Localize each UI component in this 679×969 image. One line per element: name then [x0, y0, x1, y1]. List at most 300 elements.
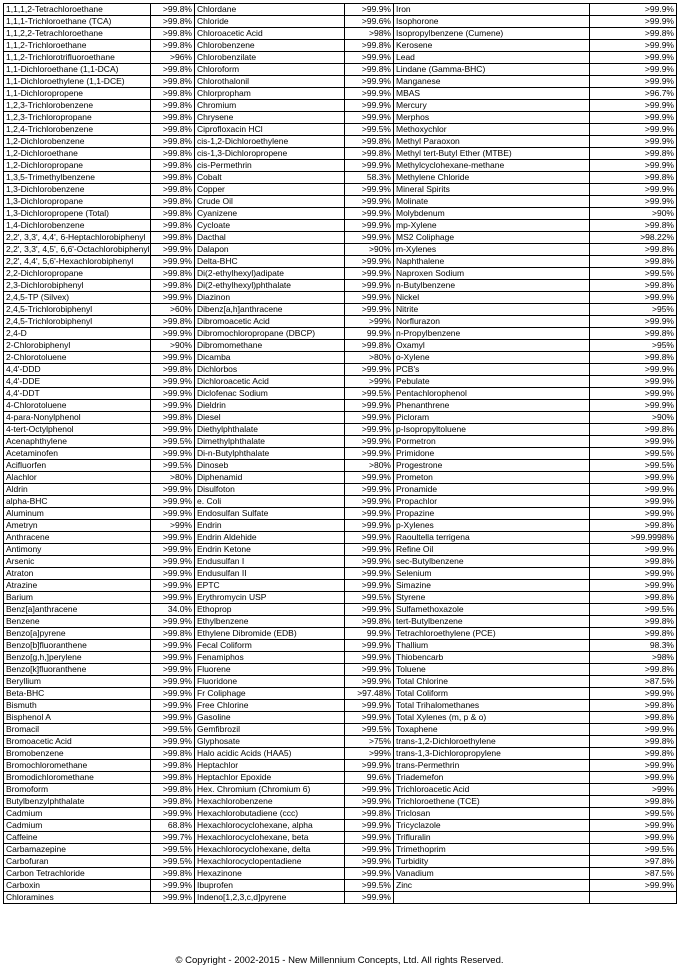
- reduction-value: >99.5%: [151, 460, 195, 472]
- contaminant-name: Acetaminofen: [4, 448, 151, 460]
- reduction-value: >99.9%: [590, 376, 677, 388]
- reduction-value: >99.8%: [590, 592, 677, 604]
- reduction-value: >99.9998%: [590, 532, 677, 544]
- reduction-value: >99.9%: [345, 484, 394, 496]
- reduction-value: >99.9%: [345, 496, 394, 508]
- reduction-value: >99.9%: [345, 268, 394, 280]
- table-row: [4, 556, 677, 568]
- reduction-value: >99.9%: [590, 580, 677, 592]
- reduction-value: >99.8%: [590, 172, 677, 184]
- contaminant-name: 2,4,5-Trichlorobiphenyl: [4, 316, 151, 328]
- reduction-value: 99.9%: [345, 628, 394, 640]
- contaminant-name: Diphenamid: [195, 472, 345, 484]
- table-row: [4, 232, 677, 244]
- reduction-value: >99.9%: [590, 496, 677, 508]
- contaminant-name: Cyanizene: [195, 208, 345, 220]
- contaminant-name: Propazine: [394, 508, 590, 520]
- reduction-value: >99.8%: [151, 772, 195, 784]
- reduction-value: >99.8%: [151, 796, 195, 808]
- contaminant-name: Anthracene: [4, 532, 151, 544]
- contaminant-name: Primidone: [394, 448, 590, 460]
- contaminant-name: o-Xylene: [394, 352, 590, 364]
- reduction-value: >99.9%: [345, 868, 394, 880]
- reduction-value: >99.8%: [345, 64, 394, 76]
- reduction-value: >99.9%: [151, 508, 195, 520]
- reduction-value: >99.8%: [590, 220, 677, 232]
- reduction-value: >99.9%: [345, 4, 394, 16]
- reduction-value: >99.7%: [151, 832, 195, 844]
- reduction-value: >99.9%: [345, 160, 394, 172]
- reduction-value: >99.9%: [151, 640, 195, 652]
- reduction-value: >99.5%: [151, 724, 195, 736]
- reduction-value: >99.8%: [151, 364, 195, 376]
- contaminant-name: Endrin Ketone: [195, 544, 345, 556]
- table-row: [4, 4, 677, 16]
- contaminant-name: 1,1-Dichloroethylene (1,1-DCE): [4, 76, 151, 88]
- contaminant-name: mp-Xylene: [394, 220, 590, 232]
- reduction-value: >99.8%: [345, 808, 394, 820]
- table-row: [4, 52, 677, 64]
- reduction-value: >99.9%: [345, 232, 394, 244]
- contaminant-name: Gasoline: [195, 712, 345, 724]
- table-row: [4, 460, 677, 472]
- reduction-value: >96.7%: [590, 88, 677, 100]
- reduction-value: >99.9%: [151, 652, 195, 664]
- reduction-value: >99.9%: [345, 304, 394, 316]
- reduction-value: >99.9%: [151, 556, 195, 568]
- contaminant-name: 1,3-Dichloropropane: [4, 196, 151, 208]
- table-row: [4, 160, 677, 172]
- contaminant-name: Hexazinone: [195, 868, 345, 880]
- contaminant-name: 1,3,5-Trimethylbenzene: [4, 172, 151, 184]
- reduction-value: >99.9%: [590, 544, 677, 556]
- contaminant-name: Progestrone: [394, 460, 590, 472]
- contaminant-name: Ethoprop: [195, 604, 345, 616]
- reduction-value: 58.3%: [345, 172, 394, 184]
- reduction-value: >99.8%: [151, 64, 195, 76]
- reduction-value: >99.8%: [151, 40, 195, 52]
- reduction-value: >99.9%: [345, 364, 394, 376]
- reduction-value: >99.9%: [151, 448, 195, 460]
- reduction-value: >99.9%: [590, 136, 677, 148]
- reduction-value: >99.9%: [590, 100, 677, 112]
- reduction-value: >99.5%: [590, 844, 677, 856]
- contaminant-name: Gemfibrozil: [195, 724, 345, 736]
- reduction-value: >99.8%: [590, 28, 677, 40]
- reduction-value: >99.9%: [345, 256, 394, 268]
- reduction-value: >99.9%: [151, 736, 195, 748]
- reduction-value: >99.8%: [151, 412, 195, 424]
- contaminant-name: Benz[a]anthracene: [4, 604, 151, 616]
- contaminant-name: Phenanthrene: [394, 400, 590, 412]
- reduction-value: >99.9%: [345, 280, 394, 292]
- reduction-value: >99.8%: [590, 280, 677, 292]
- table-row: [4, 124, 677, 136]
- contaminant-name: Fluorene: [195, 664, 345, 676]
- contaminant-name: alpha-BHC: [4, 496, 151, 508]
- contaminant-name: p-Isopropyltoluene: [394, 424, 590, 436]
- contaminant-name: Chlordane: [195, 4, 345, 16]
- contaminant-name: 1,2,3-Trichloropropane: [4, 112, 151, 124]
- table-row: [4, 784, 677, 796]
- reduction-value: >99.9%: [590, 364, 677, 376]
- table-row: [4, 544, 677, 556]
- contaminant-name: Atraton: [4, 568, 151, 580]
- contaminant-name: Nickel: [394, 292, 590, 304]
- reduction-value: >99.9%: [590, 568, 677, 580]
- reduction-value: >99.9%: [345, 832, 394, 844]
- table-row: [4, 136, 677, 148]
- table-row: [4, 244, 677, 256]
- table-row: [4, 772, 677, 784]
- reduction-value: >99.9%: [345, 892, 394, 904]
- reduction-value: >99.9%: [151, 880, 195, 892]
- copyright-footer: © Copyright - 2002-2015 - New Millennium Concepts, Ltd. All rights Reserved.: [175, 955, 504, 966]
- contaminant-name: Isophorone: [394, 16, 590, 28]
- table-row: [4, 640, 677, 652]
- contaminant-name: Fr Coliphage: [195, 688, 345, 700]
- contaminant-name: Diesel: [195, 412, 345, 424]
- reduction-value: >99.8%: [151, 628, 195, 640]
- reduction-value: >99.9%: [151, 676, 195, 688]
- contaminant-name: 4-para-Nonylphenol: [4, 412, 151, 424]
- reduction-value: 99.9%: [345, 328, 394, 340]
- contaminant-name: Methylene Chloride: [394, 172, 590, 184]
- reduction-value: >99.9%: [345, 712, 394, 724]
- contaminant-name: 2,4,5-Trichlorobiphenyl: [4, 304, 151, 316]
- contaminant-name: Chlorobenzene: [195, 40, 345, 52]
- contaminant-name: Triademefon: [394, 772, 590, 784]
- reduction-value: >99.9%: [151, 688, 195, 700]
- contaminant-name: 1,3-Dichlorobenzene: [4, 184, 151, 196]
- contaminant-name: Endrin Aldehide: [195, 532, 345, 544]
- reduction-value: >99.9%: [590, 40, 677, 52]
- contaminant-name: PCB's: [394, 364, 590, 376]
- contaminant-name: n-Butylbenzene: [394, 280, 590, 292]
- reduction-value: >99.9%: [345, 100, 394, 112]
- table-row: [4, 436, 677, 448]
- contaminant-name: Acenaphthylene: [4, 436, 151, 448]
- contaminant-name: Manganese: [394, 76, 590, 88]
- contaminant-name: Cobalt: [195, 172, 345, 184]
- contaminant-name: Hexachlorocyclopentadiene: [195, 856, 345, 868]
- reduction-value: >99.9%: [345, 424, 394, 436]
- reduction-value: >99.8%: [151, 868, 195, 880]
- reduction-value: >99.9%: [151, 712, 195, 724]
- contaminant-name: trans-1,3-Dichloropropylene: [394, 748, 590, 760]
- contaminant-name: Chromium: [195, 100, 345, 112]
- reduction-value: >99.9%: [590, 64, 677, 76]
- reduction-value: >99.8%: [590, 148, 677, 160]
- reduction-value: >99.8%: [151, 124, 195, 136]
- reduction-value: >99.9%: [345, 532, 394, 544]
- reduction-value: >95%: [590, 304, 677, 316]
- reduction-value: >99.9%: [345, 472, 394, 484]
- table-row: [4, 40, 677, 52]
- reduction-value: >99.6%: [345, 16, 394, 28]
- contaminant-name: Hexachlorocyclohexane, alpha: [195, 820, 345, 832]
- reduction-value: >99.8%: [345, 148, 394, 160]
- contaminant-name: Nitrite: [394, 304, 590, 316]
- reduction-value: >99.8%: [151, 760, 195, 772]
- reduction-value: >99.9%: [345, 568, 394, 580]
- reduction-value: >99.9%: [590, 124, 677, 136]
- contaminant-name: 1,3-Dichloropropene (Total): [4, 208, 151, 220]
- contaminant-name: Molybdenum: [394, 208, 590, 220]
- reduction-value: >99.9%: [590, 772, 677, 784]
- table-row: [4, 268, 677, 280]
- reduction-value: >99%: [590, 784, 677, 796]
- reduction-value: >99.8%: [151, 784, 195, 796]
- table-row: [4, 808, 677, 820]
- contaminant-name: tert-Butylbenzene: [394, 616, 590, 628]
- reduction-value: >99.9%: [590, 688, 677, 700]
- contaminant-name: Styrene: [394, 592, 590, 604]
- contaminant-name: Bromobenzene: [4, 748, 151, 760]
- contaminant-name: Hexachlorocyclohexane, beta: [195, 832, 345, 844]
- reduction-value: >99.8%: [151, 172, 195, 184]
- contaminant-name: cis-1,2-Dichloroethylene: [195, 136, 345, 148]
- reduction-value: >99.8%: [151, 748, 195, 760]
- reduction-value: 34.0%: [151, 604, 195, 616]
- table-row: [4, 496, 677, 508]
- contaminant-name: Chloroform: [195, 64, 345, 76]
- contaminant-name: Chlorothalonil: [195, 76, 345, 88]
- reduction-value: >99%: [345, 316, 394, 328]
- table-row: [4, 604, 677, 616]
- reduction-value: >98%: [345, 28, 394, 40]
- contaminant-name: 2,4,5-TP (Silvex): [4, 292, 151, 304]
- reduction-value: >99.8%: [590, 712, 677, 724]
- contaminant-name: Vanadium: [394, 868, 590, 880]
- reduction-value: >99.8%: [590, 700, 677, 712]
- reduction-value: >99.9%: [345, 208, 394, 220]
- reduction-value: >99.5%: [345, 880, 394, 892]
- contaminant-name: Fecal Coliform: [195, 640, 345, 652]
- contaminant-name: Tricyclazole: [394, 820, 590, 832]
- table-row: [4, 328, 677, 340]
- contaminant-name: 1,4-Dichlorobenzene: [4, 220, 151, 232]
- table-row: [4, 628, 677, 640]
- contaminant-name: Iron: [394, 4, 590, 16]
- contaminant-name: Chloride: [195, 16, 345, 28]
- contaminant-name: Alachlor: [4, 472, 151, 484]
- reduction-value: [590, 892, 677, 904]
- contaminant-name: Bromodichloromethane: [4, 772, 151, 784]
- table-row: [4, 76, 677, 88]
- contaminant-name: Trifluralin: [394, 832, 590, 844]
- contaminant-name: Heptachlor Epoxide: [195, 772, 345, 784]
- table-row: [4, 688, 677, 700]
- reduction-value: >90%: [590, 412, 677, 424]
- contaminant-name: Heptachlor: [195, 760, 345, 772]
- reduction-value: >99.9%: [345, 52, 394, 64]
- table-row: [4, 280, 677, 292]
- contaminant-name: 2,2', 3,3', 4,5', 6,6'-Octachlorobiphenyl: [4, 244, 151, 256]
- reduction-value: >99.9%: [590, 436, 677, 448]
- reduction-value: >99.8%: [151, 208, 195, 220]
- contaminant-name: Ciprofloxacin HCl: [195, 124, 345, 136]
- contaminant-name: Toxaphene: [394, 724, 590, 736]
- contaminant-name: Thallium: [394, 640, 590, 652]
- contaminant-name: Hexachlorobenzene: [195, 796, 345, 808]
- contaminant-name: Cycloate: [195, 220, 345, 232]
- contaminant-name: Cadmium: [4, 820, 151, 832]
- reduction-value: >99.8%: [151, 280, 195, 292]
- reduction-value: 98.3%: [590, 640, 677, 652]
- table-row: [4, 712, 677, 724]
- reduction-value: >99.5%: [345, 124, 394, 136]
- contaminant-name: Pebulate: [394, 376, 590, 388]
- contaminant-name: Indeno[1,2,3,c,d]pyrene: [195, 892, 345, 904]
- reduction-value: >99.9%: [345, 664, 394, 676]
- contaminant-table-body: [4, 4, 677, 904]
- contaminant-name: Lead: [394, 52, 590, 64]
- reduction-value: >99.9%: [151, 292, 195, 304]
- contaminant-name: Mercury: [394, 100, 590, 112]
- table-row: [4, 856, 677, 868]
- contaminant-name: MBAS: [394, 88, 590, 100]
- reduction-value: >99.9%: [590, 4, 677, 16]
- contaminant-name: Erythromycin USP: [195, 592, 345, 604]
- contaminant-name: 2,2', 4,4', 5,6'-Hexachlorobiphenyl: [4, 256, 151, 268]
- contaminant-name: Free Chlorine: [195, 700, 345, 712]
- contaminant-name: Prometon: [394, 472, 590, 484]
- reduction-value: >99.9%: [151, 892, 195, 904]
- reduction-value: >99.5%: [345, 592, 394, 604]
- reduction-value: >99.9%: [151, 400, 195, 412]
- table-row: [4, 532, 677, 544]
- contaminant-name: Molinate: [394, 196, 590, 208]
- contaminant-name: Chrysene: [195, 112, 345, 124]
- contaminant-name: m-Xylenes: [394, 244, 590, 256]
- contaminant-name: Isopropylbenzene (Cumene): [394, 28, 590, 40]
- reduction-value: >80%: [345, 460, 394, 472]
- contaminant-name: Carboxin: [4, 880, 151, 892]
- reduction-value: >87.5%: [590, 868, 677, 880]
- contaminant-name: Hex. Chromium (Chromium 6): [195, 784, 345, 796]
- contaminant-name: Carbamazepine: [4, 844, 151, 856]
- contaminant-name: Benzene: [4, 616, 151, 628]
- contaminant-name: Diclofenac Sodium: [195, 388, 345, 400]
- table-row: [4, 28, 677, 40]
- contaminant-name: p-Xylenes: [394, 520, 590, 532]
- contaminant-name: 4,4'-DDD: [4, 364, 151, 376]
- reduction-value: >99.9%: [345, 448, 394, 460]
- reduction-value: >99.9%: [151, 592, 195, 604]
- contaminant-name: Barium: [4, 592, 151, 604]
- reduction-value: >99%: [345, 376, 394, 388]
- reduction-value: >99.8%: [151, 16, 195, 28]
- reduction-value: >99.8%: [151, 28, 195, 40]
- reduction-value: >99.9%: [151, 388, 195, 400]
- table-row: [4, 208, 677, 220]
- table-row: [4, 760, 677, 772]
- contaminant-name: Tetrachloroethylene (PCE): [394, 628, 590, 640]
- contaminant-name: 2-Chlorotoluene: [4, 352, 151, 364]
- reduction-value: >99.9%: [151, 244, 195, 256]
- contaminant-name: Arsenic: [4, 556, 151, 568]
- table-row: [4, 352, 677, 364]
- reduction-value: >99.9%: [345, 436, 394, 448]
- reduction-value: >99.9%: [151, 376, 195, 388]
- contaminant-name: EPTC: [195, 580, 345, 592]
- contaminant-name: Di(2-ethylhexyl)phthalate: [195, 280, 345, 292]
- contaminant-name: Trimethoprim: [394, 844, 590, 856]
- contaminant-name: Pronamide: [394, 484, 590, 496]
- reduction-value: >99.5%: [590, 268, 677, 280]
- contaminant-name: Benzo[k]fluoranthene: [4, 664, 151, 676]
- reduction-value: >99.5%: [590, 808, 677, 820]
- table-row: [4, 376, 677, 388]
- contaminant-name: Thiobencarb: [394, 652, 590, 664]
- reduction-value: >99.9%: [345, 760, 394, 772]
- table-row: [4, 592, 677, 604]
- contaminant-name: Dibromochloropropane (DBCP): [195, 328, 345, 340]
- contaminant-name: Benzo[g,h,]perylene: [4, 652, 151, 664]
- table-row: [4, 724, 677, 736]
- reduction-value: >99.8%: [590, 256, 677, 268]
- table-row: [4, 892, 677, 904]
- contaminant-name: Diazinon: [195, 292, 345, 304]
- table-row: [4, 220, 677, 232]
- reduction-value: >75%: [345, 736, 394, 748]
- contaminant-name: Pormetron: [394, 436, 590, 448]
- table-row: [4, 316, 677, 328]
- contaminant-name: Methylcyclohexane-methane: [394, 160, 590, 172]
- table-row: [4, 364, 677, 376]
- contaminant-name: Picloram: [394, 412, 590, 424]
- table-row: [4, 484, 677, 496]
- table-row: [4, 700, 677, 712]
- reduction-value: >99.9%: [151, 424, 195, 436]
- reduction-value: >99.9%: [151, 256, 195, 268]
- contaminant-name: 4,4'-DDE: [4, 376, 151, 388]
- contaminant-name: Glyphosate: [195, 736, 345, 748]
- contaminant-name: Dimethylphthalate: [195, 436, 345, 448]
- reduction-value: >99.9%: [590, 760, 677, 772]
- reduction-value: >99.9%: [151, 700, 195, 712]
- contaminant-name: Dibromoacetic Acid: [195, 316, 345, 328]
- reduction-value: >99.9%: [345, 604, 394, 616]
- contaminant-name: Ethylbenzene: [195, 616, 345, 628]
- contaminant-name: Hexachlorobutadiene (ccc): [195, 808, 345, 820]
- contaminant-name: trans-1,2-Dichloroethylene: [394, 736, 590, 748]
- reduction-value: >99.8%: [151, 76, 195, 88]
- contaminant-name: 1,2,4-Trichlorobenzene: [4, 124, 151, 136]
- reduction-value: >80%: [345, 352, 394, 364]
- reduction-value: >99.8%: [590, 556, 677, 568]
- contaminant-name: Delta-BHC: [195, 256, 345, 268]
- reduction-value: >99.9%: [345, 844, 394, 856]
- contaminant-name: Carbon Tetrachloride: [4, 868, 151, 880]
- contaminant-name: Endusulfan I: [195, 556, 345, 568]
- contaminant-name: Methyl tert-Butyl Ether (MTBE): [394, 148, 590, 160]
- contaminant-name: cis-1,3-Dichloropropene: [195, 148, 345, 160]
- contaminant-name: 1,1,1-Trichloroethane (TCA): [4, 16, 151, 28]
- table-row: [4, 616, 677, 628]
- reduction-value: >99.5%: [151, 856, 195, 868]
- contaminant-name: Crude Oil: [195, 196, 345, 208]
- contaminant-name: Caffeine: [4, 832, 151, 844]
- contaminant-name: Norflurazon: [394, 316, 590, 328]
- contaminant-name: Endosulfan Sulfate: [195, 508, 345, 520]
- contaminant-name: Antimony: [4, 544, 151, 556]
- reduction-value: >99.8%: [151, 268, 195, 280]
- table-row: [4, 304, 677, 316]
- contaminant-name: Endrin: [195, 520, 345, 532]
- reduction-value: >99.9%: [590, 880, 677, 892]
